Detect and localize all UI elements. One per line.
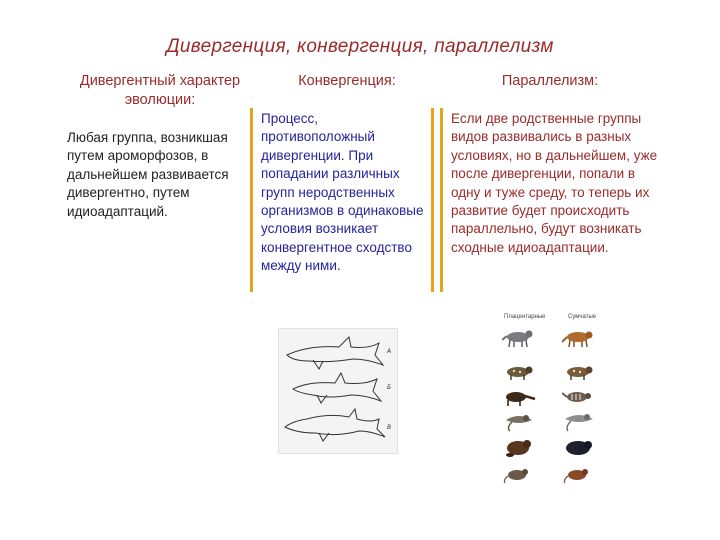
- fish-drawing: [279, 329, 397, 453]
- fish-label-b: Б: [387, 384, 392, 391]
- numbat-image: [562, 386, 596, 408]
- convergence-text: Процесс, противоположный дивергенции. При попадании различных групп неродственных организмов в одинаковые условия возникает конвергентное сходство между ними.: [250, 108, 434, 292]
- shark-outline: [287, 337, 383, 365]
- beaver-image: [502, 436, 536, 458]
- divergence-heading: Дивергентный характер эволюции:: [79, 73, 241, 108]
- mouse-image: [502, 462, 536, 484]
- marsupial-mouse-image: [562, 462, 596, 484]
- parallelism-heading: Параллелизм:: [501, 73, 599, 89]
- convergence-heading: Конвергенция:: [298, 73, 396, 89]
- fish-label-v: В: [387, 424, 392, 431]
- parallelism-animals-illustration: [498, 314, 616, 492]
- parallelism-text: Если две родственные группы видов развивались в разных условиях, но в дальнейшем, уже после дивергенции, попали в одну и туже среду, то теперь их развитие будет происходить параллельно, будут возникать сходные идиоадаптации.: [440, 108, 666, 292]
- sugar-glider-image: [562, 410, 596, 432]
- divergence-text: Любая группа, возникшая путем ароморфозов, в дальнейшем развивается дивергентно, путем идиоадаптаций.: [67, 130, 229, 219]
- wolf-image: [502, 326, 536, 348]
- slide-title: Дивергенция, конвергенция, параллелизм: [166, 36, 554, 57]
- quoll-image: [562, 360, 596, 382]
- anteater-image: [502, 386, 536, 408]
- flying-squirrel-image: [502, 410, 536, 432]
- marsupial-header: Сумчатые: [568, 314, 597, 320]
- wombat-image: [562, 436, 596, 458]
- placental-header: Плацентарные: [504, 314, 546, 320]
- thylacine-image: [562, 326, 596, 348]
- ocelot-image: [502, 360, 536, 382]
- dolphin-outline: [285, 409, 385, 437]
- ichthyosaur-outline: [293, 373, 381, 401]
- convergence-fish-illustration: [278, 328, 398, 454]
- fish-label-a: А: [387, 348, 392, 355]
